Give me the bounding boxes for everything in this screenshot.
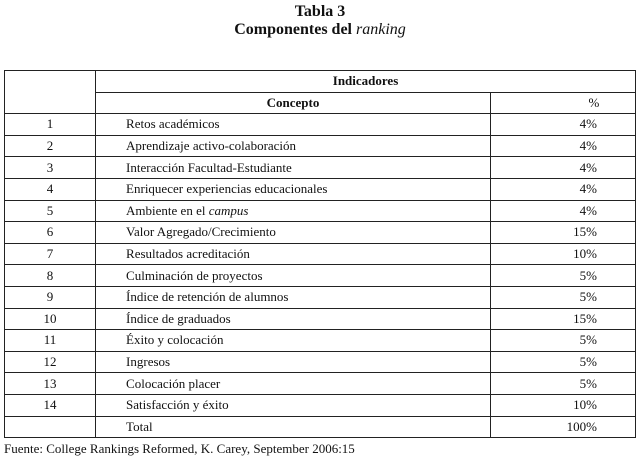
row-concept [96, 373, 491, 395]
row-percent: 4% [490, 200, 635, 222]
row-concept [96, 265, 491, 287]
row-percent: 15% [490, 308, 635, 330]
components-table [4, 70, 636, 438]
table-row [5, 308, 636, 330]
row-concept-text: Enriquecer experiencias educacionales [126, 181, 328, 197]
row-concept-italic: campus [208, 202, 249, 218]
table-body [5, 114, 636, 438]
total-blank-cell [5, 416, 96, 438]
table-row [5, 243, 636, 265]
row-number: 14 [5, 394, 96, 416]
table-row [5, 394, 636, 416]
row-number: 13 [5, 373, 96, 395]
row-concept-text: Resultados acreditación [126, 246, 250, 262]
row-percent: 4% [490, 114, 635, 136]
row-concept [96, 394, 491, 416]
table-row [5, 200, 636, 222]
row-percent: 4% [490, 135, 635, 157]
header-concepto: Concepto [96, 92, 491, 114]
row-number: 6 [5, 222, 96, 244]
table-row [5, 157, 636, 179]
header-blank-cell [5, 71, 96, 114]
subtitle-main: Componentes del [234, 21, 352, 38]
row-concept-text: Ingresos [126, 354, 171, 370]
row-concept-text: Ambiente en el [126, 202, 206, 218]
source-note: Fuente: College Rankings Reformed, K. Carey, September 2006:15 [4, 441, 355, 456]
row-number: 7 [5, 243, 96, 265]
row-concept-text: Éxito y colocación [126, 332, 224, 348]
total-row [5, 416, 636, 438]
table-row [5, 351, 636, 373]
row-concept-text: Aprendizaje activo-colaboración [126, 138, 297, 154]
header-percent: % [490, 92, 635, 114]
row-concept [96, 157, 491, 179]
table-row [5, 178, 636, 200]
row-number: 8 [5, 265, 96, 287]
row-concept-text: Retos académicos [126, 116, 220, 132]
row-percent: 5% [490, 330, 635, 352]
row-number: 3 [5, 157, 96, 179]
row-percent: 5% [490, 286, 635, 308]
row-concept [96, 351, 491, 373]
row-percent: 15% [490, 222, 635, 244]
row-number: 10 [5, 308, 96, 330]
row-number: 1 [5, 114, 96, 136]
row-concept [96, 286, 491, 308]
total-label: Total [96, 416, 491, 438]
row-concept-text: Culminación de proyectos [126, 267, 263, 283]
row-concept-text: Índice de graduados [126, 310, 231, 326]
row-concept-text: Satisfacción y éxito [126, 397, 229, 413]
row-concept [96, 222, 491, 244]
row-percent: 5% [490, 351, 635, 373]
row-percent: 10% [490, 243, 635, 265]
table-title: Tabla 3 [294, 3, 346, 20]
row-percent: 4% [490, 157, 635, 179]
row-concept [96, 178, 491, 200]
header-indicadores: Indicadores [96, 71, 636, 93]
row-percent: 5% [490, 373, 635, 395]
row-number: 4 [5, 178, 96, 200]
row-number: 5 [5, 200, 96, 222]
row-concept [96, 114, 491, 136]
row-concept [96, 243, 491, 265]
row-concept [96, 308, 491, 330]
header-row-group [5, 71, 636, 93]
row-number: 11 [5, 330, 96, 352]
row-percent: 5% [490, 265, 635, 287]
row-concept-text: Valor Agregado/Crecimiento [126, 224, 276, 240]
row-percent: 4% [490, 178, 635, 200]
table-row [5, 373, 636, 395]
table-row [5, 265, 636, 287]
row-percent: 10% [490, 394, 635, 416]
row-number: 2 [5, 135, 96, 157]
header-row-columns [5, 92, 636, 114]
row-concept-text: Colocación placer [126, 375, 221, 391]
row-number: 9 [5, 286, 96, 308]
row-concept-text: Interacción Facultad-Estudiante [126, 159, 292, 175]
table-row [5, 222, 636, 244]
row-concept-text: Índice de retención de alumnos [126, 289, 289, 305]
row-concept [96, 135, 491, 157]
total-percent: 100% [490, 416, 635, 438]
row-concept [96, 200, 491, 222]
table-row [5, 114, 636, 136]
table-row [5, 330, 636, 352]
row-concept [96, 330, 491, 352]
table-row [5, 135, 636, 157]
subtitle-italic: ranking [356, 21, 406, 38]
table-subtitle [0, 21, 640, 39]
row-number: 12 [5, 351, 96, 373]
table-row [5, 286, 636, 308]
